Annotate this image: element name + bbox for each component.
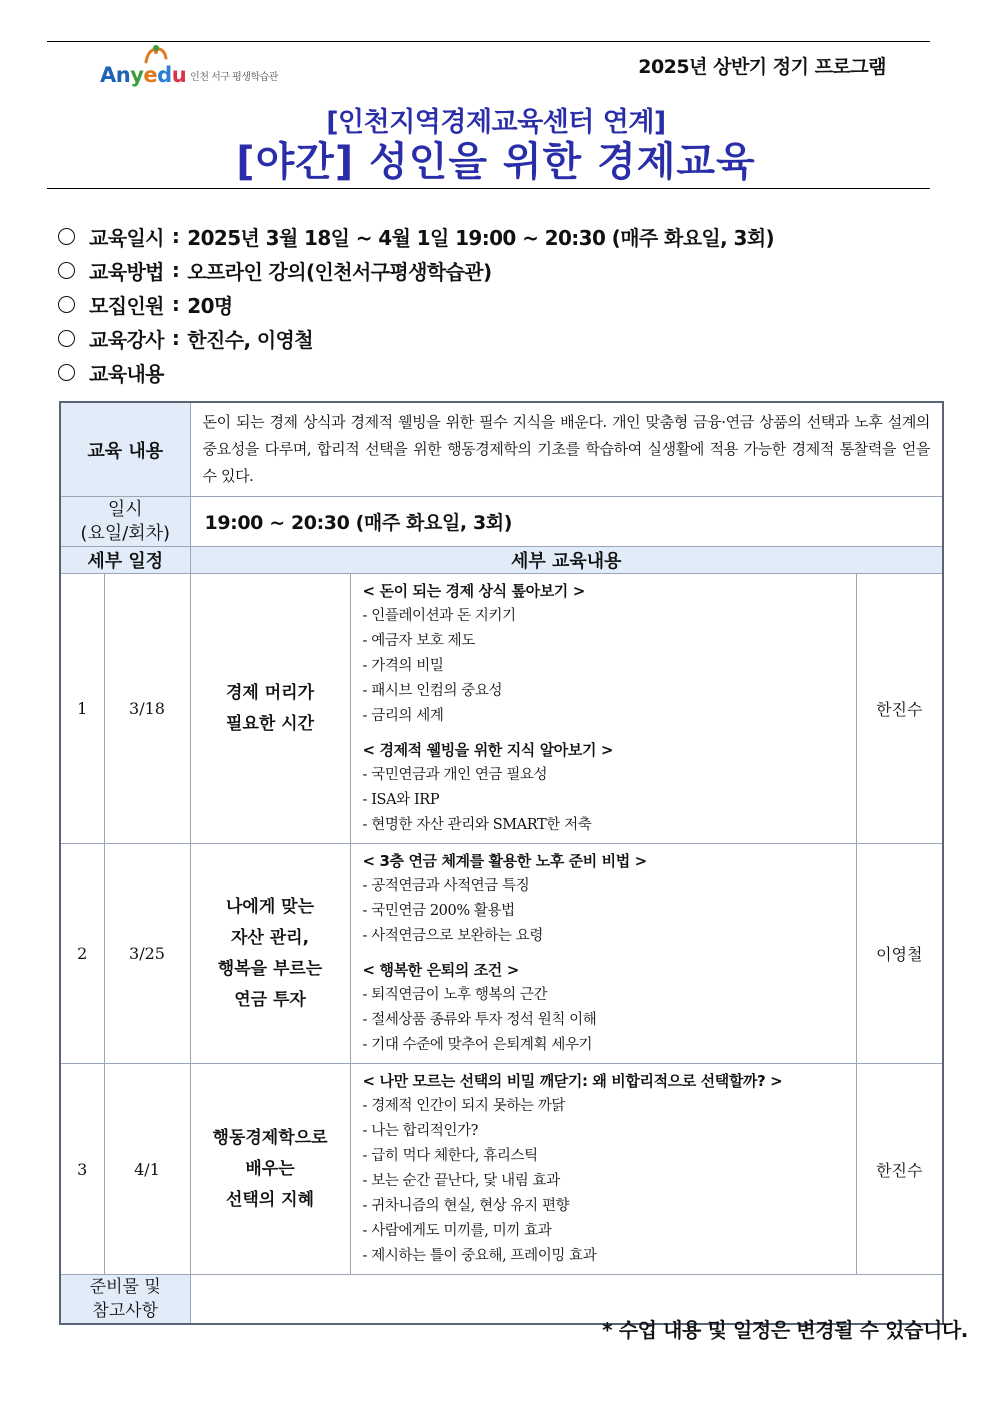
list-item: - ISA와 IRP	[362, 792, 440, 808]
schedule-header: 세부 일정	[60, 547, 190, 574]
info-label: 교육일시	[89, 225, 164, 250]
time-label-line2: (요일/회차)	[80, 522, 171, 544]
list-item: - 국민연금 200% 활용법	[362, 903, 515, 919]
list-item: - 사람에게도 미끼를, 미끼 효과	[362, 1223, 552, 1239]
section-title: < 경제적 웰빙을 위한 지식 알아보기 >	[362, 741, 614, 759]
title-line1: [인천지역경제교육센터 연계]	[326, 107, 666, 138]
topic-line: 연금 투자	[234, 989, 306, 1010]
section-title: < 3층 연금 체계를 활용한 노후 준비 비법 >	[362, 852, 647, 870]
list-item: - 공적연금과 사적연금 특징	[362, 878, 530, 894]
list-item: - 나는 합리적인가?	[362, 1123, 479, 1139]
session-date: 4/1	[104, 1064, 190, 1275]
list-item: - 급히 먹다 체한다, 휴리스틱	[362, 1148, 538, 1164]
info-row-method: 교육방법 : 오프라인 강의(인천서구평생학습관)	[58, 253, 774, 287]
topic-line: 배우는	[245, 1158, 295, 1179]
topic-line: 필요한 시간	[226, 713, 315, 734]
circle-bullet-icon	[58, 296, 75, 313]
session-detail	[350, 574, 856, 844]
time-label-line1: 일시	[107, 499, 143, 521]
session-instructor: 한진수	[856, 1064, 943, 1275]
list-item: - 예금자 보호 제도	[362, 633, 475, 649]
circle-bullet-icon	[58, 364, 75, 381]
list-item: - 금리의 세계	[362, 708, 444, 724]
circle-bullet-icon	[58, 330, 75, 347]
logo-subtitle: 인천 서구 평생학습관	[190, 72, 278, 83]
info-value: 20명	[187, 293, 233, 318]
list-item: - 기대 수준에 맞추어 은퇴계획 세우기	[362, 1037, 593, 1053]
topic-line: 선택의 지혜	[226, 1189, 315, 1210]
section-title: < 돈이 되는 경제 상식 톺아보기 >	[362, 582, 585, 600]
table-row	[60, 497, 943, 547]
time-value: 19:00 ~ 20:30 (매주 화요일, 3회)	[190, 497, 943, 547]
list-item: - 절세상품 종류와 투자 정석 원칙 이해	[362, 1012, 597, 1028]
session-topic	[190, 574, 350, 844]
info-value: 한진수, 이영철	[187, 327, 313, 352]
session-number: 1	[60, 574, 104, 844]
logo-brand: Anyedu	[100, 63, 187, 87]
info-label: 교육강사	[89, 327, 164, 352]
info-label: 교육내용	[89, 361, 164, 386]
content-label: 교육 내용	[60, 402, 190, 497]
session-row-1	[60, 574, 943, 844]
list-item: - 현명한 자산 관리와 SMART한 저축	[362, 817, 592, 833]
detail-header: 세부 교육내용	[190, 547, 943, 574]
change-notice: * 수업 내용 및 일정은 변경될 수 있습니다.	[602, 1318, 968, 1342]
list-item: - 퇴직연금이 노후 행복의 근간	[362, 987, 548, 1003]
prep-label-line2: 참고사항	[92, 1301, 159, 1321]
table-row	[60, 402, 943, 497]
info-label: 교육방법	[89, 259, 164, 284]
session-row-3	[60, 1064, 943, 1275]
list-item: - 경제적 인간이 되지 못하는 까닭	[362, 1098, 565, 1114]
session-topic	[190, 1064, 350, 1275]
info-row-instructor: 교육강사 : 한진수, 이영철	[58, 321, 774, 355]
info-value: 2025년 3월 18일 ~ 4월 1일 19:00 ~ 20:30 (매주 화요일, 3회)	[187, 225, 775, 250]
topic-line: 경제 머리가	[226, 682, 315, 703]
leaf-icon	[142, 44, 170, 64]
info-row-date: 교육일시 : 2025년 3월 18일 ~ 4월 1일 19:00 ~ 20:30 (매주 화요일, 3회)	[58, 219, 774, 253]
top-rule	[47, 41, 930, 42]
info-label: 모집인원	[89, 293, 164, 318]
session-row-2	[60, 844, 943, 1064]
info-value: 오프라인 강의(인천서구평생학습관)	[187, 259, 492, 284]
circle-bullet-icon	[58, 228, 75, 245]
prep-label	[60, 1275, 190, 1325]
table-row	[60, 547, 943, 574]
info-row-content	[58, 355, 774, 389]
list-item: - 국민연금과 개인 연금 필요성	[362, 767, 548, 783]
logo	[100, 46, 278, 86]
session-topic	[190, 844, 350, 1064]
course-table	[59, 401, 944, 1325]
section-title: < 행복한 은퇴의 조건 >	[362, 961, 519, 979]
title-rule	[47, 188, 930, 189]
circle-bullet-icon	[58, 262, 75, 279]
session-date: 3/25	[104, 844, 190, 1064]
content-description: 돈이 되는 경제 상식과 경제적 웰빙을 위한 필수 지식을 배운다. 개인 맞춤형 금융·연금 상품의 선택과 노후 설계의 중요성을 다루며, 합리적 선택을 위한 행동경제학의 기초를 학습하여 실생활에 적용 가능한 경제적 통찰력을 얻을 수 있다.	[190, 402, 943, 497]
topic-line: 행복을 부르는	[217, 958, 323, 979]
session-instructor: 한진수	[856, 574, 943, 844]
info-list	[58, 219, 774, 389]
section-title: < 나만 모르는 선택의 비밀 깨닫기: 왜 비합리적으로 선택할까? >	[362, 1072, 783, 1090]
list-item: - 귀차니즘의 현실, 현상 유지 편향	[362, 1198, 570, 1214]
page-title: [야간] 성인을 위한 경제교육	[236, 139, 756, 185]
topic-line: 자산 관리,	[230, 927, 310, 948]
list-item: - 제시하는 틀이 중요해, 프레이밍 효과	[362, 1248, 597, 1264]
list-item: - 가격의 비밀	[362, 658, 444, 674]
session-date: 3/18	[104, 574, 190, 844]
program-label: 2025년 상반기 정기 프로그램	[638, 56, 886, 78]
topic-line: 나에게 맞는	[226, 896, 315, 917]
session-detail	[350, 1064, 856, 1275]
session-number: 3	[60, 1064, 104, 1275]
list-item: - 패시브 인컴의 중요성	[362, 683, 503, 699]
list-item: - 보는 순간 끝난다, 닻 내림 효과	[362, 1173, 560, 1189]
session-number: 2	[60, 844, 104, 1064]
list-item: - 인플레이션과 돈 지키기	[362, 608, 516, 624]
session-instructor: 이영철	[856, 844, 943, 1064]
list-item: - 사적연금으로 보완하는 요령	[362, 928, 543, 944]
prep-label-line1: 준비물 및	[89, 1277, 161, 1297]
info-row-capacity: 모집인원 : 20명	[58, 287, 774, 321]
topic-line: 행동경제학으로	[212, 1127, 328, 1148]
session-detail	[350, 844, 856, 1064]
time-label	[60, 497, 190, 547]
